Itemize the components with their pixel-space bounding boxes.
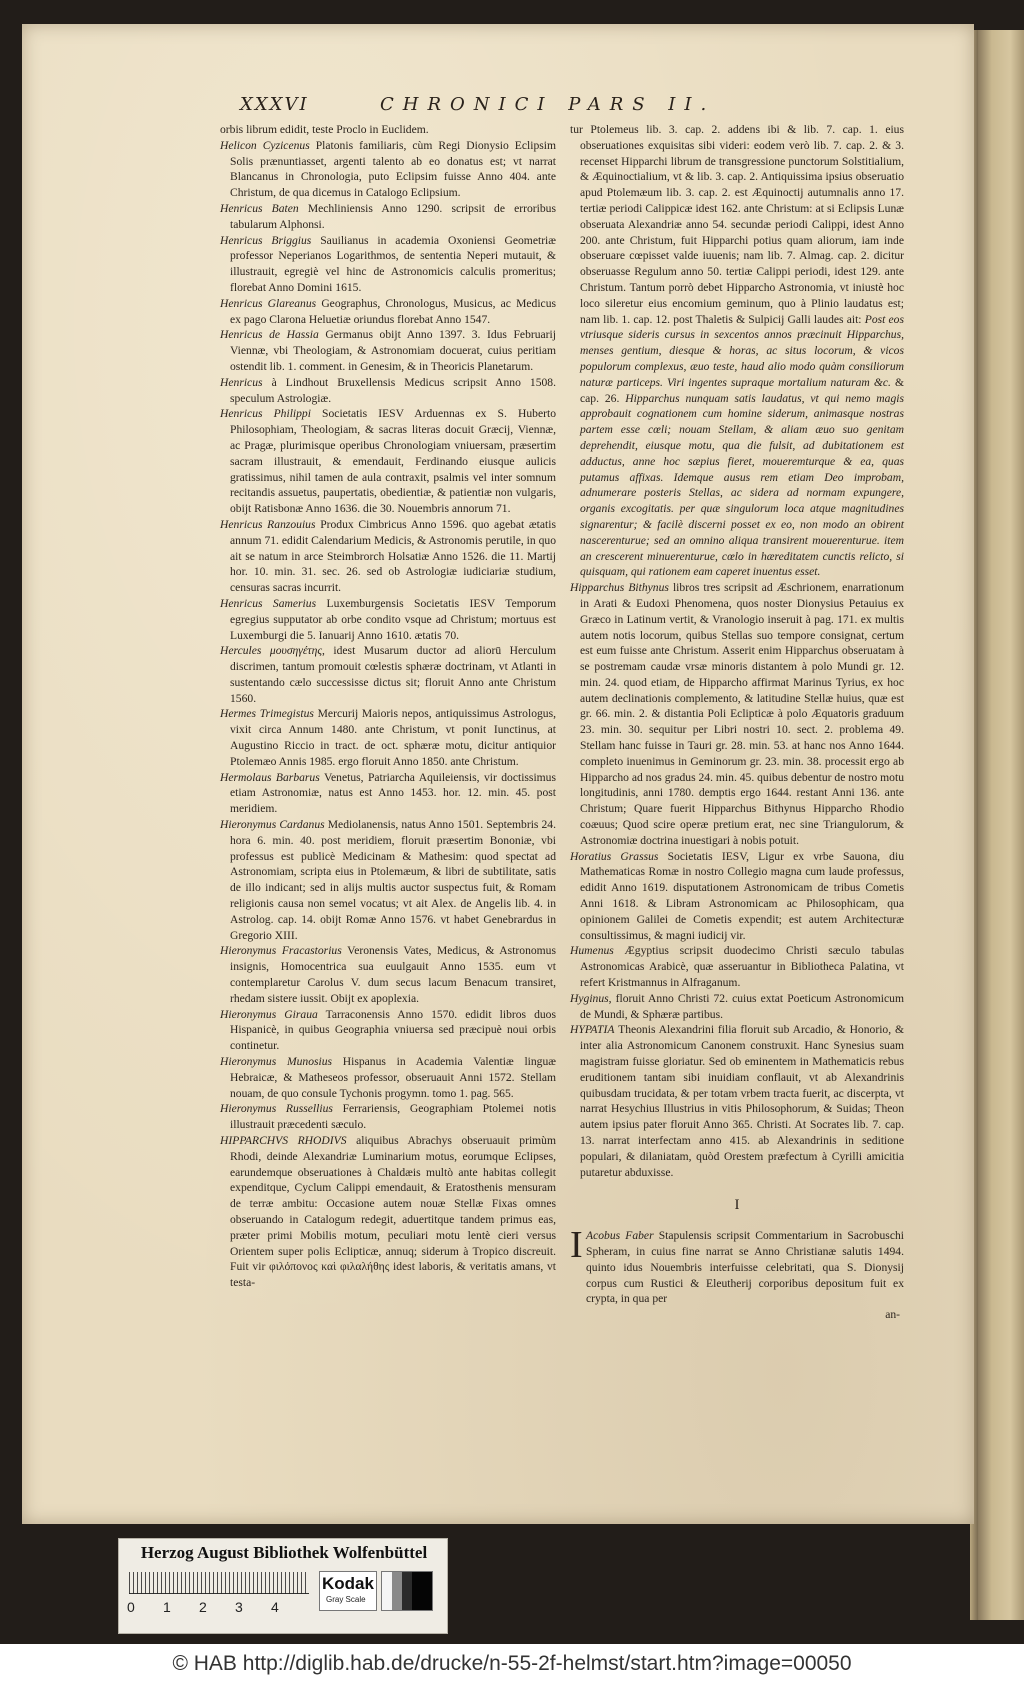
facing-page-edge	[978, 30, 1024, 1620]
gray-scale-patches	[381, 1571, 433, 1611]
entry-hypatia: HYPATIA Theonis Alexandrini filia floruit sub Arcadio, & Honorio, & inter alia Astronomicum Canonem construxit. Hanc Synesius suam magistram fuisse gloriatur. Sed ob eminentem in Mathematicis rebus eruditionem tantam sibi inuidiam conflauit, vt ab Alexandrinis quibusdam trucidata, & per totam vrbem tracta fuerit, ac discerpta, vt narrat Hesychius Illustrius in vitis Philosophorum, & Suidas; Theon autem ipsius pater floruit Anno 365. Christi. At Socrates lib. 7. cap. 13. narrat interfectam anno 415. ab Alexandrinis in seditione populari, & dilaniatam, quòd Orestem præfectum à Cyrilli amicitia putaretur abduxisse.	[570, 1023, 904, 1179]
entry-russellius: Hieronymus Russellius Ferrariensis, Geographiam Ptolemei notis illustrauit præcedenti sæculo.	[220, 1102, 556, 1132]
entry-hyginus: Hyginus, floruit Anno Christi 72. cuius extat Poeticum Astronomicum de Mundi, & Sphæræ partibus.	[570, 991, 904, 1021]
section-letter-heading: I	[734, 1197, 740, 1214]
copyright-footer	[0, 1644, 1024, 1684]
entry-hipparchus-bithynus: Hipparchus Bithynus libros tres scripsit ad Æschrionem, enarrationum in Arati & Eudoxi Phenomena, quos noster Dionysius Petauius ex Græco in Latinum vertit, & Vranologio inseruit à pag. 171. ex multis autem notis locorum, quibus Stellas suo tempore consignat, certum est eum fuisse ante Christum. Asserit enim Hipparchus obseruatam à se postremam caudæ vrsæ minoris distantem à polo Mundi gr. 12. min. 24. quod etiam, de Hipparcho affirmat Marinus Tyrius, ex hoc autem declinationis complemento, & latitudine Stellæ huius, quæ est gr. 66. min. 2. & distantia Poli Eclipticæ à polo Æquatoris graduum 23. min. 30. sequitur per Libri nostri 10. sect. 2. problema 49. Stellam hanc fuisse in Tauri gr. 28. min. 53. at hanc nos Anno 1644. completo inuenimus in Geminorum gr. 23. min. 38. processit ergo ab Hipparcho ad nos gradus 24. min. 45. quibus debentur de nostro motu longitudinis, anni 1780. demptis ergo 1644. restant Anni 136. ante Christum; Quare fuerit Hipparchus Bithynus Hipparcho Rhodio coæuus; Quod scire operæ pretium erat, nec sine Triangulorum, & Astronomiæ doctrina inuestigari à nobis potuit.	[570, 581, 904, 847]
entry-henricus-philippi: Henricus Philippi Societatis IESV Arduennas ex S. Huberto Philosophiam, Theologiam, & sacras literas docuit Græcij, Viennæ, ac Pragæ, plurimisque operibus Chronologiam vniuersam, præsertim sacram illustrauit, & emendauit, Ferdinando eiusque aulicis gratissimus, nihil tamen de aula contraxit, psalmis vel inter somnum recitandis assuetus, paupertatis, obedientiæ, & patientiæ non vulgaris, obijt Ratisbonæ Anno 1636. die 30. Nouembris annorum 71.	[220, 407, 556, 516]
entry-munosius: Hieronymus Munosius Hispanus in Academia Valentiæ linguæ Hebraicæ, & Matheseos professor, obseruauit Anni 1572. Stellam nouam, de quo consule Tychonis progymn. tomo 1. pag. 565.	[220, 1055, 557, 1100]
running-title: CHRONICI PARS II.	[380, 94, 716, 115]
ruler	[129, 1572, 309, 1594]
entry-henricus-briggius: Henricus Briggius Sauilianus in academia Oxoniensi Geometriæ professor Neperianos Logarithmos, de sententia Neperi mutauit, & illustrauit, egregiè vel hinc de Astronomicis calculis promeritus; florebat Anno Domini 1615.	[220, 233, 557, 294]
entry-hermolaus: Hermolaus Barbarus Venetus, Patriarcha Aquileiensis, vir doctissimus etiam Astronomiæ, natus est Anno 1453. hor. 12. min. 45. post meridiem.	[220, 770, 556, 816]
entry-henricus-lindhout: Henricus à Lindhout Bruxellensis Medicus scripsit Anno 1508. speculum Astrologiæ.	[220, 375, 557, 405]
entry-hercules: Hercules μουσηγέτης, idest Musarum ductor ad aliorū Herculum discrimen, tantum promouit cœlestis sphæræ doctrinam, vt Atlanti in sustentando cælo successisse dictus sit; floruit Anno ante Christum 1560.	[220, 644, 556, 705]
book-page	[22, 24, 974, 1524]
library-name: Herzog August Bibliothek Wolfenbüttel	[140, 1543, 428, 1562]
kodak-logo: Kodak Gray Scale	[319, 1571, 377, 1611]
entry-helicon: Helicon Cyzicenus Platonis familiaris, cùm Regi Dionysio Eclipsim Solis prænuntiasset, argenti talento ab eo donatus est; vt narrat Blancanus in Chronologia, puto Eclipsim fuisse Anno 404. ante Christum, de qua dicemus in Catalogo Eclipsium.	[220, 138, 556, 200]
left-column	[220, 122, 556, 1291]
entry-jacobus-faber: I Acobus Faber Stapulensis scripsit Commentarium in Sacrobuschi Spheram, in cuius fine narrat se Anno Christianæ salutis 1494. quinto idus Nouembris interfuisse celebritati, qua S. Dionysij corpus cum Rustici & Eleutherij corporibus depositum fuit ex crypta, in qua per	[570, 1224, 904, 1306]
folio-number: XXXVI	[240, 94, 309, 115]
ruler-label: 3	[235, 1599, 243, 1615]
entry-hermes: Hermes Trimegistus Mercurij Maioris nepos, antiquissimus Astrologus, vixit circa Annum 1480. ante Christum, vt ponit Iunctinus, at Augustino Riccio in tract. de oct. sphæræ motu, dicitur antiquior Ptolemæo Annis 1985. ergo floruit Anno 1850. ante Christum.	[220, 707, 556, 768]
entry-giraua: Hieronymus Giraua Tarraconensis Anno 1570. edidit libros duos Hispanicè, in quibus Geographia vniuersa sed præcipuè noui orbis continetur.	[220, 1007, 556, 1053]
ruler-ticks	[129, 1572, 309, 1594]
entry-henricus-ranzouius: Henricus Ranzouius Produx Cimbricus Anno 1596. quo agebat ætatis annum 71. edidit Calendarium Medicis, & Astronomis perutile, in quo ait se natum in arce Steimbrorch Holsatiæ Anno 1526. die 11. Martij hor. 10. min. 31. sec. 26. sed ob Astrologiæ iudiciariæ studium, censuras sacras incurrit.	[220, 517, 556, 595]
entry-henricus-glareanus: Henricus Glareanus Geographus, Chronologus, Musicus, ac Medicus ex pago Clarona Heluetiæ oriundus florebat Anno 1547.	[220, 296, 556, 326]
entry-henricus-samerius: Henricus Samerius Luxemburgensis Societatis IESV Temporum egregius supputator ab orbe condito vsque ad Christum; mortuus est Luxemburgi die 5. Ianuarij Anno 1610. ætatis 70.	[220, 596, 556, 642]
drop-cap: I	[570, 1224, 583, 1267]
ruler-label: 4	[271, 1599, 279, 1615]
entry-fracastorius: Hieronymus Fracastorius Veronensis Vates, Medicus, & Astronomus insignis, Homocentrica sua euulgauit Anno 1535. eum vt contemplaretur Carolus V. dum secus lacum Benacum transiret, rhedam sistere iussit. Obijt ex apoplexia.	[220, 944, 556, 1005]
entry-cardanus: Hieronymus Cardanus Mediolanensis, natus Anno 1501. Septembris 24. hora 6. min. 40. post meridiem, floruit præsertim Bononiæ, vbi professus est publicè Medicinam & Mathesim: quod spectat ad Astronomiam, scripta eius in Ptolemæum, & libri de subtilitate, satis de illo indicant; sed in alijs multis auctor suspectus fuit, & Romam religionis causa non semel vocatus; vt ait Alex. de Angelis lib. 4. in Astrolog. cap. 14. obijt Romæ Anno 1576. vt habet Genebrardus in Gregorio XIII.	[220, 818, 557, 942]
entry-horatius-grassus: Horatius Grassus Societatis IESV, Ligur ex vrbe Sauona, diu Mathematicas Romæ in nostro Collegio magna cum laude professus, edidit Anno 1619. disputationem Astronomicam de tribus Cometis Anni 1618. & Libram Astronomicam ac Philosophicam, qua opinionem Galilei de Cometis expendit; est autem Architecturæ consultissimus, & magni iudicij vir.	[570, 849, 904, 942]
entry-henricus-baten: Henricus Baten Mechliniensis Anno 1290. scripsit de erroribus tabularum Alphonsi.	[220, 201, 556, 231]
catchword: an-	[885, 1308, 900, 1322]
ruler-label: 2	[199, 1599, 207, 1615]
ruler-label: 0	[127, 1599, 135, 1615]
footer-text: © HAB http://diglib.hab.de/drucke/n-55-2f-helmst/start.htm?image=00050	[172, 1652, 852, 1675]
entry-henricus-de-hassia: Henricus de Hassia Germanus obijt Anno 1397. 3. Idus Februarij Viennæ, vbi Theologiam, & Astronomiam docuerat, cuius peritiam ostendit lib. 1. comment. in Genesim, & in Theoricis Planetarum.	[220, 328, 556, 373]
right-column	[570, 122, 904, 1323]
ruler-label: 1	[163, 1599, 171, 1615]
running-head	[240, 94, 760, 120]
entry-humenus: Humenus Ægyptius scripsit duodecimo Christi sæculo tabulas Astronomicas Arabicè, quæ asseruantur in Bibliotheca Palatina, vt refert Kristmannus in Alfraganum.	[570, 944, 904, 990]
color-target-card	[118, 1538, 448, 1634]
entry-continuation-hipparchus: tur Ptolemeus lib. 3. cap. 2. addens ibi & lib. 7. cap. 1. eius obseruationes exquisitas sibi videri: eodem verò lib. 7. cap. 2. & 3. recenset Hipparchi librum de transgressione punctorum Solstitialium, & Æquinoctialium, vt & lib. 3. cap. 2. Antiquissima ipsius obseruatio apud Ptolemæum lib. 3. cap. 2. est Æquinoctij autumnalis anno 17. tertiæ periodi Calippicæ idest 162. ante Christum: at si Eclipsis Lunæ obseruata Alexandriæ anno 54. secundæ periodi Calippi, idest Anno 200. ante Christum, fuit Hipparchi potius quam aliorum, iam inde obseruare cœpisset valde iuuenis; nam lib. 7. Almag. cap. 2. dicitur obseruasse Regulum anno 50. tertiæ Calippi periodi, idest 129. ante Christum. Tantum porrò debet Hipparcho Astronomia, vt iniustè hoc loco sileretur eius encomium geminum, quo à Plinio laudatus est; nam lib. 1. cap. 12. post Thaletis & Sulpicij Galli laudes ait: Post eos vtriusque sideris cursus in sexcentos annos præcinuit Hipparchus, menses gentium, diesque & horas, ac situs locorum, & vicos populorum complexus, æuo teste, haud alio modo quàm consiliorum naturæ particeps. Viri ingentes supraque mortalium naturam &c. & cap. 26. Hipparchus nunquam satis laudatus, vt qui nemo magis approbauit cognationem cum homine siderum, animasque nostras partem esse cœli; nouam Stellam, & aliam æuo suo genitam deprehendit, eiusque motu, qua die fulsit, ad dubitationem est adductus, anne hoc sæpius fieret, moueremturque & ea, quas putamus affixas. Idemque ausus rem etiam Deo improbam, adnumerare posteris Stellas, ac sidera ad normam expungere, organis excogitatis. per quæ singulorum loca atque magnitudines signarentur; & facilè discerni posset ex eo, non modo an obirent nascerenturue; sed an omnino aliqua transirent mouerenturue. item an crescerent minuerenturue, cœlo in hæreditatem cunctis relicto, si quisquam, qui rationem eam caperet inuentus esset.	[570, 123, 904, 579]
entry-hipparchus-rhodius: HIPPARCHVS RHODIVS aliquibus Abrachys obseruauit primùm Rhodi, deinde Alexandriæ Luminarium motus, eorumque Eclipses, earundemque obseruationes à Chaldæis multò ante habitas collegit expenditque, Cyclum Calippi emendauit, & Eratosthenis mensuram de terræ ambitu: Occasione autem nouæ Stellæ Fixas omnes obseruando in Catalogum redegit, aduertitque tandem primus eas, præter primi Mobilis motum, peculiari motu lentè cieri versus Orientem super polis Eclipticæ, annuq; siderum à Tropico discreuit. Fuit vir φιλόπονος καὶ φιλαλήθης idest laboris, & veritatis amans, vt testa-	[220, 1134, 556, 1290]
entry-continuation: orbis librum edidit, teste Proclo in Euclidem.	[220, 123, 429, 136]
